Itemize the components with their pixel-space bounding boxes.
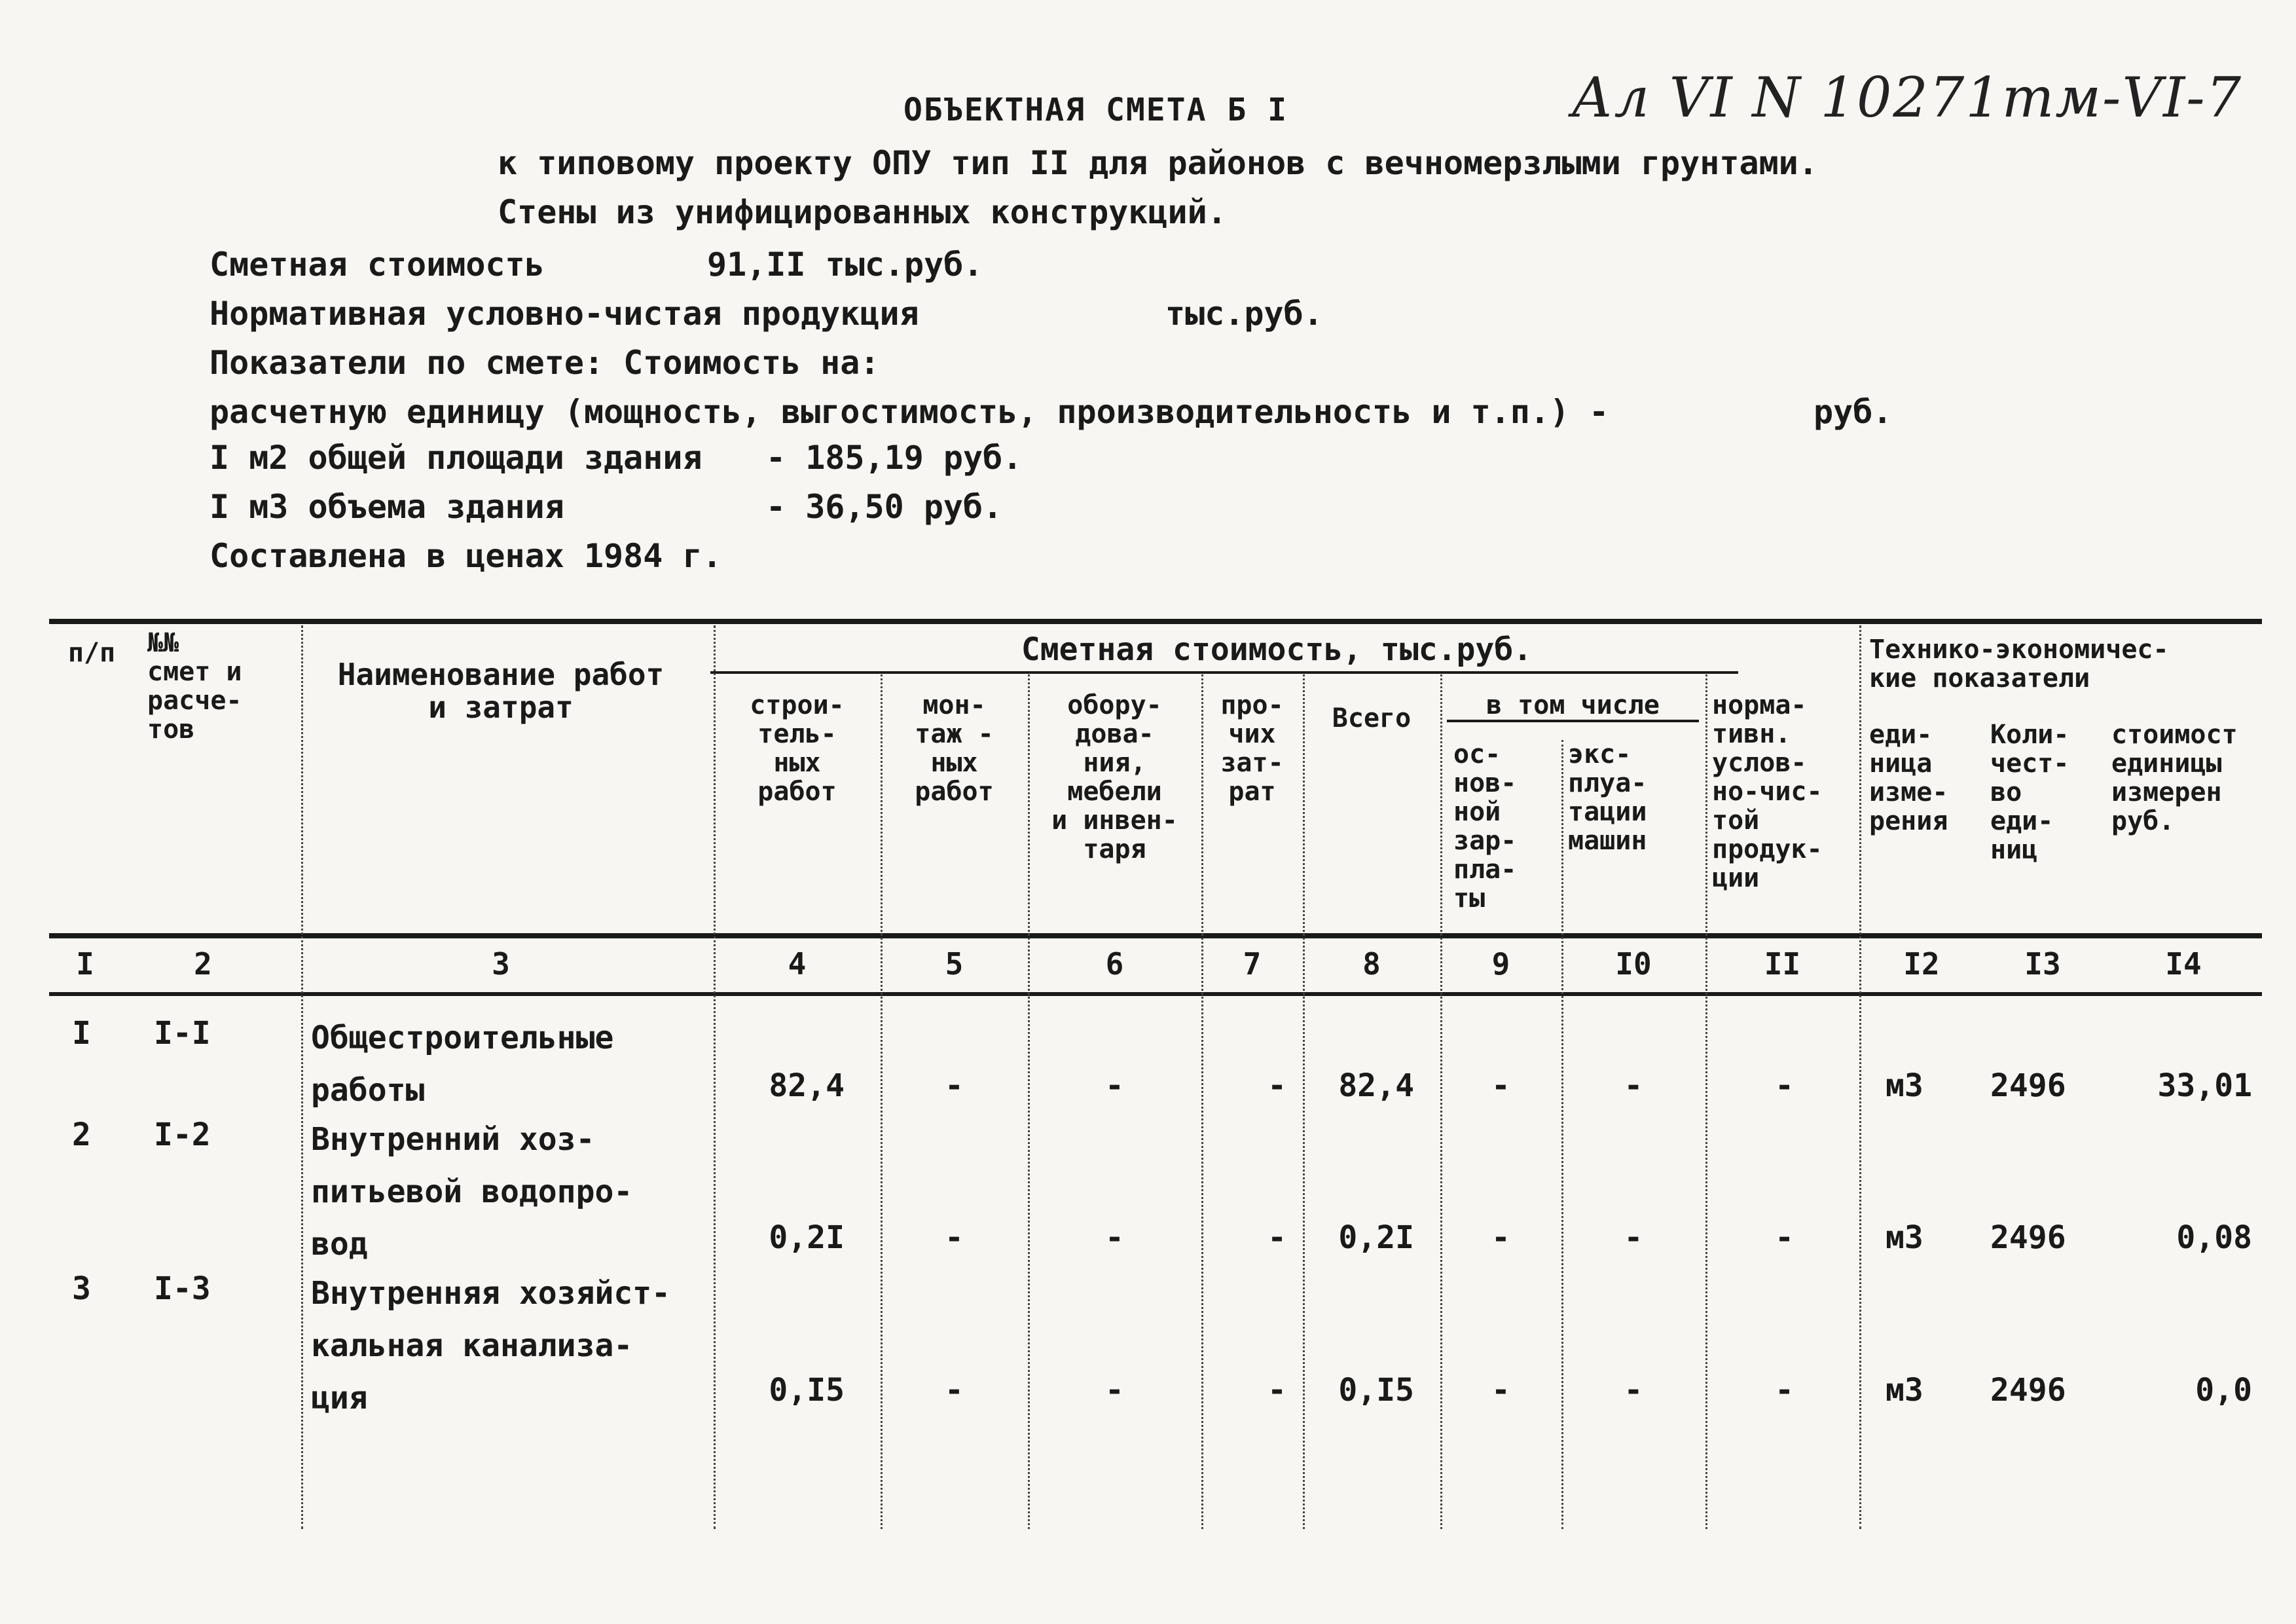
prices-label: Составлена в ценах 1984 г. <box>210 537 722 575</box>
col-sep <box>301 625 303 1529</box>
header-cost-unit: стоимост единицы измерен руб. <box>2111 720 2238 836</box>
col-number: I3 <box>2024 946 2061 982</box>
row-qty: 2496 <box>1990 1067 2066 1104</box>
row-machines: - <box>1624 1219 1643 1256</box>
col-sep <box>1859 625 1861 1529</box>
col-number: I4 <box>2165 946 2202 982</box>
indicators-label: Показатели по смете: Стоимость на: <box>210 344 880 382</box>
col-sep <box>1440 674 1442 1529</box>
col-number: I0 <box>1615 946 1652 982</box>
header-group: Сметная стоимость, тыс.руб. <box>1021 631 1533 668</box>
row-code: I-3 <box>154 1270 211 1307</box>
row-cost: 0,0 <box>2195 1372 2252 1409</box>
header-tech-group: Технико-экономичес- кие показатели <box>1869 635 2169 693</box>
row-other: - <box>1267 1219 1286 1256</box>
col-sep <box>1303 674 1305 1529</box>
row-normative: - <box>1775 1372 1794 1409</box>
handwritten-reference: Ал VI N 10271тм-VI-7 <box>1571 65 2243 130</box>
volume-label: I м3 объема здания <box>210 488 564 526</box>
col-number: 9 <box>1491 946 1510 982</box>
row-unit: м3 <box>1886 1067 1923 1104</box>
header-normative: норма- тивн. услов- но-чис- той продук- ции <box>1712 690 1823 893</box>
col-sep <box>1028 674 1030 1529</box>
row-number: I <box>72 1015 91 1052</box>
col-number: 2 <box>194 946 212 982</box>
area-value: - 185,19 руб. <box>766 439 1023 477</box>
row-equipment: - <box>1105 1372 1124 1409</box>
volume-value: - 36,50 руб. <box>766 488 1003 526</box>
row-qty: 2496 <box>1990 1219 2066 1256</box>
row-cost: 33,01 <box>2157 1067 2252 1104</box>
row-name: Внутренний хоз- питьевой водопро- вод <box>311 1121 633 1263</box>
header-incl: в том числе <box>1447 691 1699 722</box>
col-sep <box>1705 674 1707 1529</box>
row-wages: - <box>1491 1219 1510 1256</box>
row-normative: - <box>1775 1219 1794 1256</box>
header-qty: Коли- чест- во еди- ниц <box>1990 720 2069 865</box>
row-machines: - <box>1624 1067 1643 1104</box>
col-sep <box>714 625 716 1529</box>
col-number: II <box>1764 946 1801 982</box>
row-machines: - <box>1624 1372 1643 1409</box>
header-wages: ос- нов- ной зар- пла- ты <box>1453 739 1517 913</box>
row-cost: 0,08 <box>2176 1219 2252 1256</box>
document-title: ОБЪЕКТНАЯ СМЕТА Б I <box>903 92 1288 128</box>
row-equipment: - <box>1105 1219 1124 1256</box>
row-construction: 82,4 <box>769 1067 845 1104</box>
cost-value: 91,II тыс.руб. <box>707 246 983 284</box>
col-number: 3 <box>492 946 510 982</box>
col-number: 8 <box>1362 946 1381 982</box>
row-total: 0,2I <box>1338 1219 1414 1256</box>
header-other: про- чих зат- рат <box>1220 690 1284 807</box>
table-top-rule <box>49 619 2262 624</box>
row-unit: м3 <box>1886 1372 1923 1409</box>
unit-label: расчетную единицу (мощность, выгостимость, производительность и т.п.) - <box>210 393 1609 431</box>
cost-label: Сметная стоимость <box>210 246 545 284</box>
area-label: I м2 общей площади здания <box>210 439 702 477</box>
row-other: - <box>1267 1372 1286 1409</box>
col-number: 5 <box>945 946 964 982</box>
row-number: 2 <box>72 1116 91 1153</box>
row-qty: 2496 <box>1990 1372 2066 1409</box>
row-construction: 0,I5 <box>769 1372 845 1409</box>
header-machines: экс- плуа- тации машин <box>1568 739 1647 856</box>
row-total: 82,4 <box>1338 1067 1414 1104</box>
row-mounting: - <box>945 1372 964 1409</box>
subtitle-walls: Стены из унифицированных конструкций. <box>498 193 1227 231</box>
col-number: I <box>76 946 94 982</box>
row-unit: м3 <box>1886 1219 1923 1256</box>
header-mounting: мон- таж - ных работ <box>915 690 994 807</box>
header-np: п/п <box>67 638 116 668</box>
header-estimates: №№ смет и расче- тов <box>147 628 242 745</box>
normative-label: Нормативная условно-чистая продукция <box>210 295 919 333</box>
row-name: Общестроительные работы <box>311 1020 614 1109</box>
header-unit: еди- ница изме- рения <box>1869 720 1948 836</box>
header-equipment: обору- дова- ния, мебели и инвен- таря <box>1051 690 1178 864</box>
header-construction: строи- тель- ных работ <box>750 690 845 807</box>
row-mounting: - <box>945 1067 964 1104</box>
normative-unit: тыс.руб. <box>1165 295 1323 333</box>
col-number: 4 <box>788 946 807 982</box>
col-sep <box>1201 674 1203 1529</box>
table-header-rule <box>49 933 2262 938</box>
table-numbers-rule <box>49 992 2262 996</box>
row-equipment: - <box>1105 1067 1124 1104</box>
row-wages: - <box>1491 1067 1510 1104</box>
col-number: I2 <box>1903 946 1940 982</box>
col-sep <box>1561 740 1563 1529</box>
unit-value: руб. <box>1813 393 1893 431</box>
row-number: 3 <box>72 1270 91 1307</box>
row-code: I-2 <box>154 1116 211 1153</box>
header-name: Наименование работ и затрат <box>337 657 665 725</box>
row-total: 0,I5 <box>1338 1372 1414 1409</box>
row-wages: - <box>1491 1372 1510 1409</box>
col-number: 7 <box>1243 946 1262 982</box>
subtitle: к типовому проекту ОПУ тип II для районов с вечномерзлыми грунтами. <box>498 144 1818 182</box>
row-mounting: - <box>945 1219 964 1256</box>
group-header-rule <box>710 671 1738 674</box>
col-sep <box>881 674 883 1529</box>
row-other: - <box>1267 1067 1286 1104</box>
row-name: Внутренняя хозяйст- кальная канализа- ция <box>311 1275 671 1416</box>
col-number: 6 <box>1105 946 1124 982</box>
header-total: Всего <box>1332 703 1412 733</box>
row-construction: 0,2I <box>769 1219 845 1256</box>
row-code: I-I <box>154 1015 211 1052</box>
row-normative: - <box>1775 1067 1794 1104</box>
